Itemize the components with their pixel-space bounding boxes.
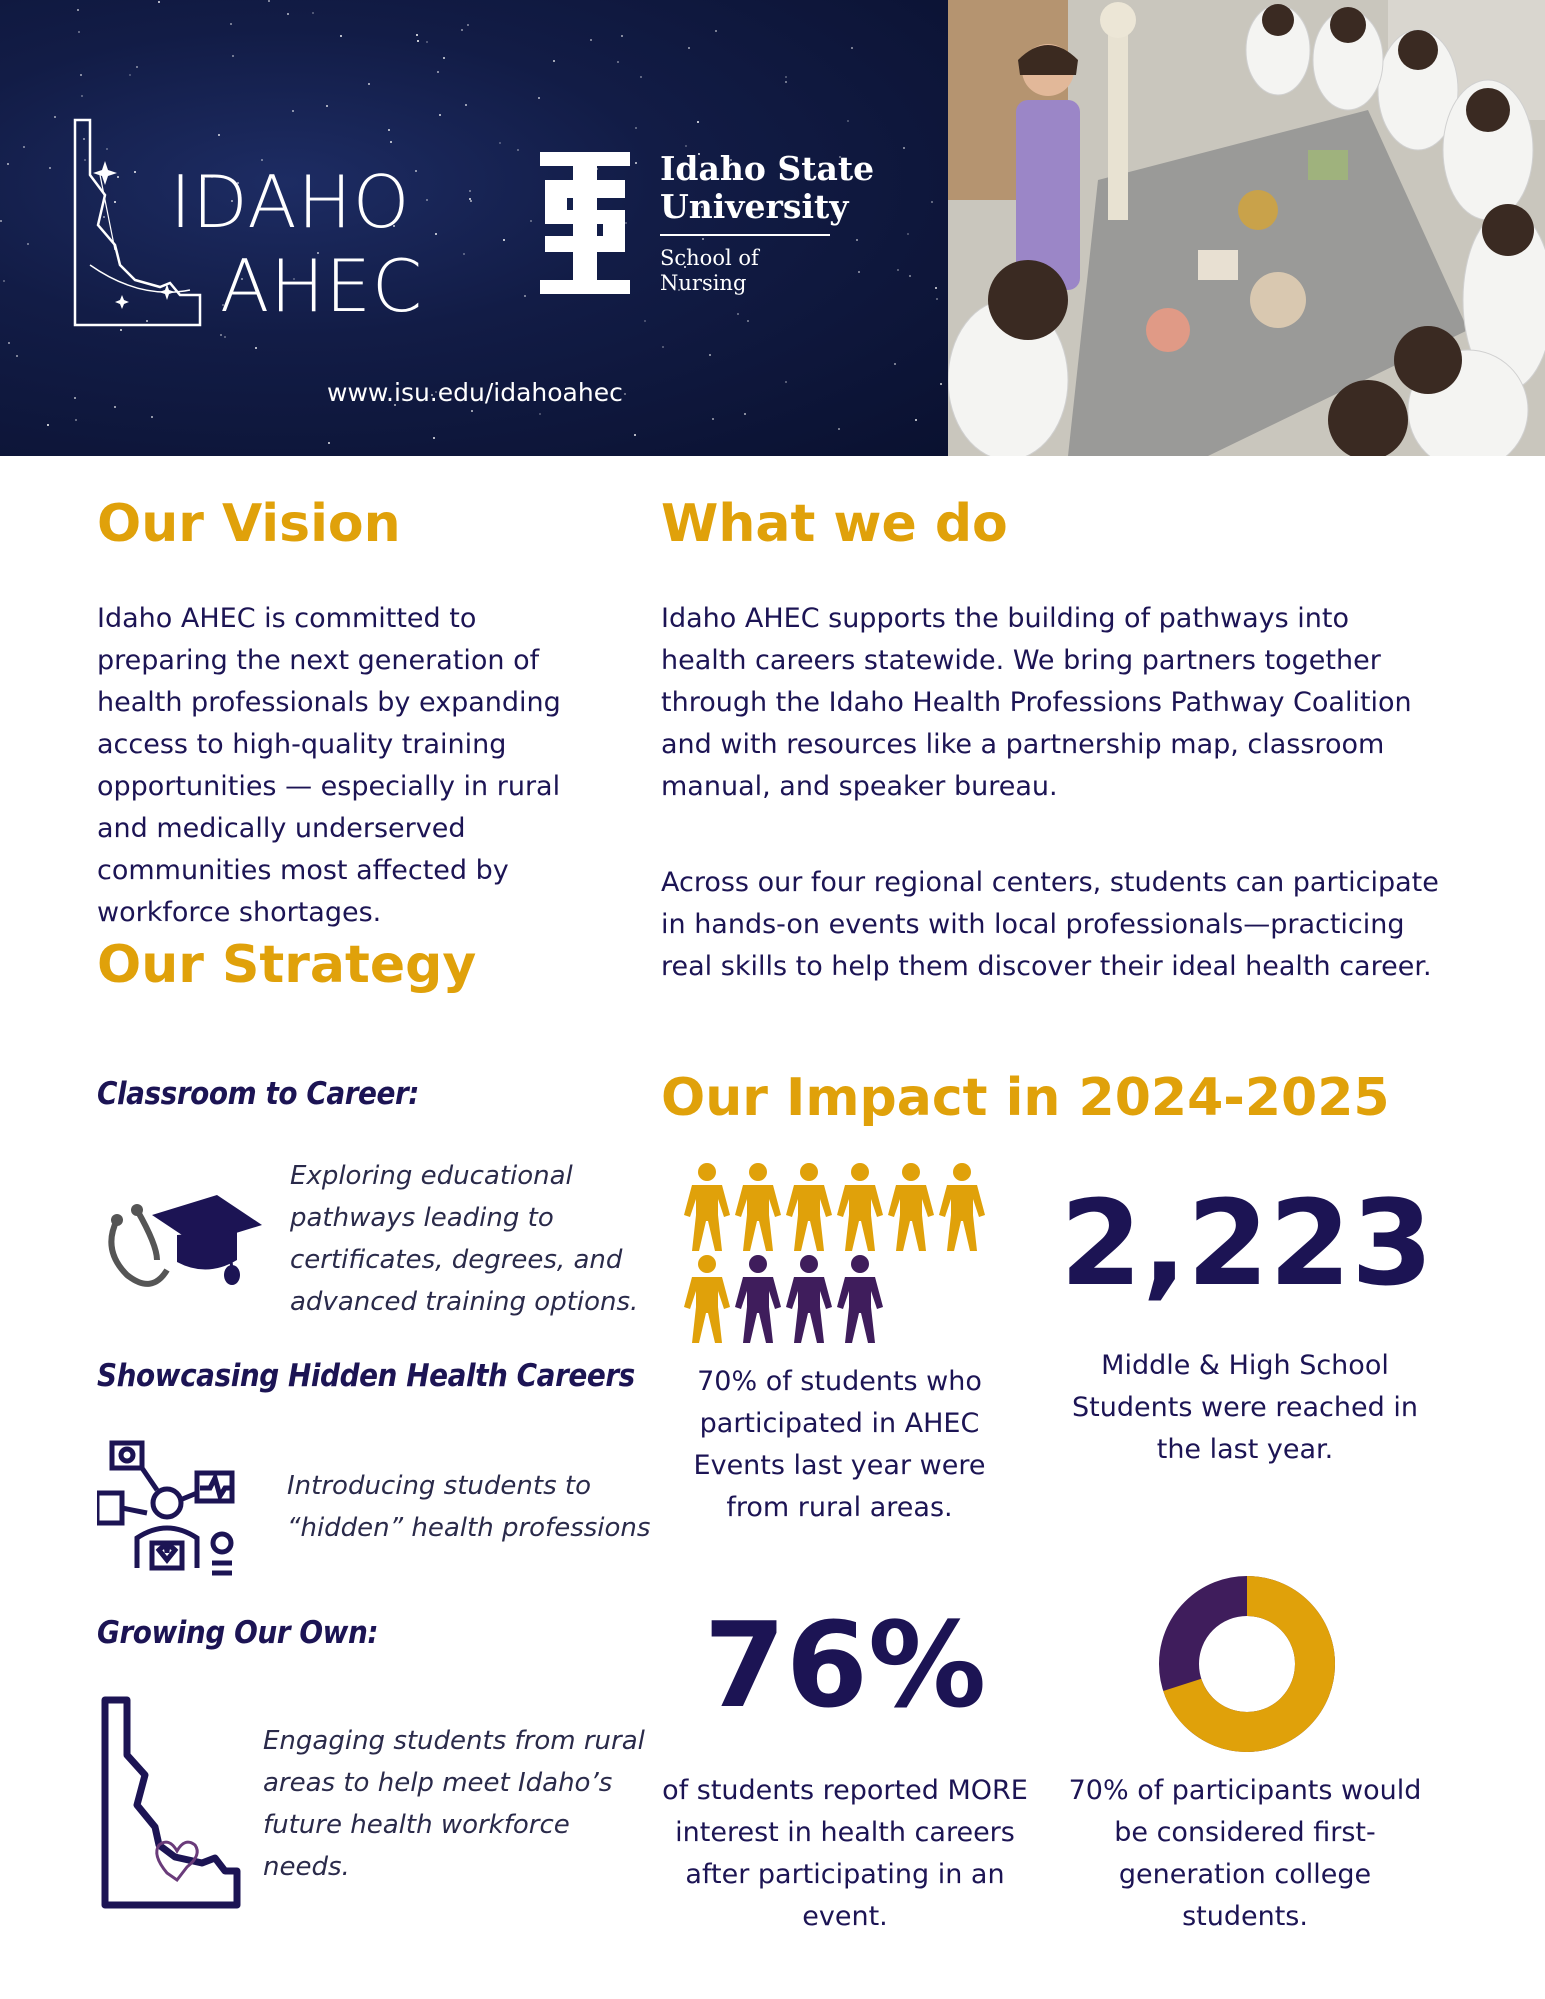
- person-icon: [735, 1255, 781, 1343]
- star-dot: [553, 60, 555, 62]
- strategy-desc-hidden-careers: Introducing students to “hidden” health professions: [287, 1471, 651, 1543]
- star-dot: [75, 419, 77, 421]
- students-reached-text: Middle & High School Students were reached in the last year.: [1072, 1350, 1418, 1465]
- first-gen-donut-chart: [1157, 1574, 1337, 1754]
- star-dot: [136, 66, 138, 68]
- strategy-desc-growing: Engaging students from rural areas to help meet Idaho’s future health workforce needs.: [263, 1726, 645, 1882]
- idaho-heart-icon: [97, 1695, 242, 1910]
- strategy-title-growing: Growing Our Own:: [97, 1615, 379, 1651]
- interest-stat-text: of students reported MORE interest in health careers after participating in an event.: [662, 1775, 1028, 1932]
- person-icon: [939, 1163, 985, 1251]
- star-dot: [340, 35, 342, 37]
- star-dot: [443, 57, 445, 59]
- star-dot: [7, 163, 9, 165]
- isu-name-line1: Idaho State: [660, 149, 875, 188]
- star-dot: [287, 13, 289, 15]
- person-icon: [888, 1163, 934, 1251]
- health-professional-network-icon: [97, 1438, 237, 1578]
- star-dot: [935, 287, 937, 289]
- star-dot: [903, 147, 905, 149]
- star-dot: [433, 437, 435, 439]
- star-dot: [712, 418, 714, 420]
- star-dot: [785, 76, 787, 78]
- star-dot: [78, 31, 80, 33]
- star-dot: [328, 442, 330, 444]
- star-dot: [471, 410, 473, 412]
- star-dot: [151, 416, 153, 418]
- star-dot: [426, 41, 428, 43]
- vision-heading: Our Vision: [97, 494, 401, 554]
- star-dot: [77, 9, 79, 11]
- star-dot: [909, 275, 911, 277]
- star-dot: [47, 424, 49, 426]
- star-dot: [129, 74, 131, 76]
- star-dot: [662, 346, 664, 348]
- person-icon: [786, 1255, 832, 1343]
- star-dot: [232, 55, 234, 57]
- star-dot: [847, 120, 849, 122]
- star-dot: [368, 83, 370, 85]
- isu-divider: [660, 234, 830, 236]
- star-dot: [685, 145, 687, 147]
- star-dot: [114, 406, 116, 408]
- star-dot: [936, 298, 938, 300]
- star-dot: [715, 30, 717, 32]
- star-dot: [292, 110, 294, 112]
- star-dot: [709, 354, 711, 356]
- star-dot: [467, 24, 469, 26]
- star-dot: [644, 320, 646, 322]
- star-dot: [785, 381, 787, 383]
- vision-text: Idaho AHEC is committed to preparing the next generation of health professionals by expanding access to high-quality training opportunities — especially in rural and medically underserved communities most affected by workforce shortages.: [97, 603, 561, 928]
- star-dot: [538, 97, 540, 99]
- classroom-photo-illustration: [948, 0, 1545, 456]
- star-dot: [517, 149, 519, 151]
- star-dot: [503, 239, 505, 241]
- ahec-wordmark: [170, 160, 423, 328]
- strategy-desc-classroom: Exploring educational pathways leading to certificates, degrees, and advanced training options.: [290, 1161, 639, 1317]
- star-dot: [894, 363, 896, 365]
- star-dot: [54, 116, 56, 118]
- strategy-title-hidden-careers: Showcasing Hidden Health Careers: [97, 1358, 635, 1394]
- star-dot: [897, 269, 899, 271]
- star-dot: [940, 383, 942, 385]
- star-dot: [915, 419, 917, 421]
- star-dot: [907, 233, 909, 235]
- star-dot: [417, 40, 419, 42]
- person-icon: [837, 1163, 883, 1251]
- star-dot: [524, 295, 526, 297]
- star-dot: [27, 243, 29, 245]
- star-dot: [539, 413, 541, 415]
- what-we-do-heading: What we do: [661, 494, 1008, 554]
- person-icon: [684, 1163, 730, 1251]
- star-dot: [463, 253, 465, 255]
- star-dot: [697, 121, 699, 123]
- students-reached-number: 2,223: [1060, 1174, 1434, 1312]
- ahec-wordmark-line1: IDAHO: [170, 160, 411, 244]
- isu-school-line1: School of: [660, 246, 759, 270]
- star-dot: [635, 127, 637, 129]
- star-dot: [621, 35, 623, 37]
- star-dot: [158, 1, 160, 3]
- interest-percent-number: 76%: [703, 1596, 987, 1734]
- star-dot: [74, 397, 76, 399]
- star-dot: [851, 47, 853, 49]
- star-dot: [838, 428, 840, 430]
- isu-wordmark: [660, 150, 874, 296]
- star-dot: [23, 146, 25, 148]
- star-dot: [3, 280, 5, 282]
- star-dot: [785, 81, 787, 83]
- star-dot: [469, 190, 471, 192]
- star-dot: [416, 34, 418, 36]
- star-dot: [737, 313, 739, 315]
- star-dot: [931, 201, 933, 203]
- star-dot: [0, 220, 2, 222]
- isu-monogram-icon: [535, 152, 635, 294]
- star-dot: [530, 220, 532, 222]
- star-dot: [268, 0, 270, 2]
- first-gen-stat-text: 70% of participants would be considered first-generation college students.: [1068, 1775, 1422, 1932]
- person-icon: [735, 1163, 781, 1251]
- isu-name-line2: University: [660, 187, 849, 226]
- star-dot: [470, 200, 472, 202]
- star-dot: [255, 347, 257, 349]
- what-we-do-paragraph1: Idaho AHEC supports the building of pathways into health careers statewide. We bring partners together through the Idaho Health Professions Pathway Coalition and with resources like a partnership map, classroom manual, and speaker bureau.: [661, 603, 1412, 802]
- person-icon: [837, 1255, 883, 1343]
- star-dot: [465, 104, 467, 106]
- star-dot: [747, 320, 749, 322]
- star-dot: [688, 47, 690, 49]
- stethoscope-graduation-cap-icon: [97, 1190, 262, 1300]
- header-banner: [0, 0, 1545, 456]
- rural-stat-text: 70% of students who participated in AHEC Events last year were from rural areas.: [693, 1366, 986, 1523]
- website-link[interactable]: www.isu.edu/idahoahec: [327, 378, 623, 407]
- rural-students-pictogram: [684, 1163, 994, 1348]
- star-dot: [640, 76, 642, 78]
- classroom-photo: [948, 0, 1545, 456]
- star-dot: [81, 95, 83, 97]
- star-dot: [499, 142, 501, 144]
- strategy-title-classroom: Classroom to Career:: [97, 1076, 420, 1112]
- star-dot: [437, 71, 439, 73]
- star-dot: [635, 162, 637, 164]
- star-dot: [617, 61, 619, 63]
- star-dot: [312, 12, 314, 14]
- star-dot: [8, 342, 10, 344]
- what-we-do-paragraph2: Across our four regional centers, students can participate in hands-on events with local professionals—practicing real skills to help them discover their ideal health career.: [661, 867, 1439, 982]
- star-dot: [230, 23, 232, 25]
- star-dot: [624, 393, 626, 395]
- star-dot: [224, 336, 226, 338]
- person-icon: [786, 1163, 832, 1251]
- ahec-wordmark-line2: AHEC: [220, 244, 424, 328]
- strategy-heading: Our Strategy: [97, 935, 477, 995]
- star-dot: [590, 39, 592, 41]
- isu-school-line2: Nursing: [660, 271, 747, 295]
- star-dot: [326, 105, 328, 107]
- star-dot: [49, 167, 51, 169]
- person-icon: [684, 1255, 730, 1343]
- star-dot: [744, 413, 746, 415]
- star-dot: [634, 434, 636, 436]
- star-dot: [461, 29, 463, 31]
- impact-heading: Our Impact in 2024-2025: [661, 1068, 1390, 1128]
- star-dot: [16, 355, 18, 357]
- star-dot: [80, 74, 82, 76]
